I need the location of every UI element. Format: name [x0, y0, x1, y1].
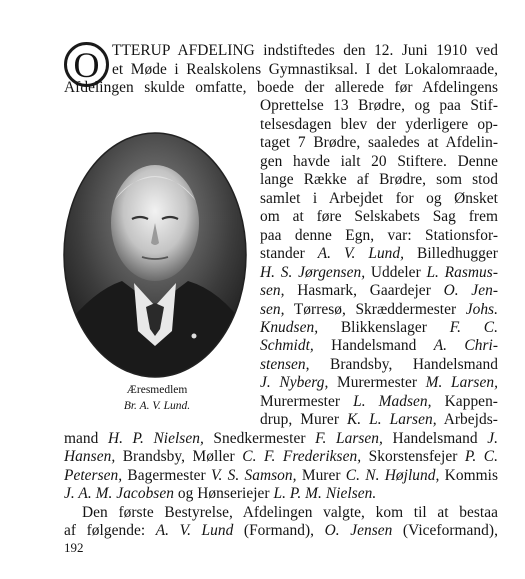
photo-caption-line: Æresmedlem: [126, 384, 188, 396]
italic-name: J. Nyberg,: [260, 374, 329, 392]
text-run: Murermester: [260, 392, 354, 410]
text-run: Hasmark, Gaardejer: [284, 282, 444, 299]
italic-name: H. S. Jørgensen,: [260, 263, 366, 281]
text-run: Skorstensfejer: [361, 448, 465, 466]
text-run: Handelsmand: [382, 429, 488, 447]
italic-name: Johs.: [465, 300, 498, 318]
italic-name: L. Rasmus-: [426, 263, 498, 281]
text-line: [260, 374, 498, 393]
italic-name: Schmidt,: [260, 337, 314, 355]
italic-name: Petersen,: [64, 466, 123, 484]
text-run: Billedhugger: [404, 245, 498, 263]
text-run: af følgende:: [64, 522, 156, 539]
italic-name: Knudsen,: [260, 318, 319, 336]
italic-name: C. N. Højlund,: [345, 466, 440, 484]
text-line: [64, 430, 498, 449]
text-run: Snedkermester: [203, 429, 316, 447]
italic-name: M. Larsen,: [425, 374, 498, 392]
italic-name: J. A. M. Jacobsen: [64, 485, 174, 503]
italic-name: H. P. Nielsen,: [107, 429, 204, 447]
text-line: TTERUP AFDELING indstiftedes den 12. Juni 1910 ved: [112, 42, 498, 59]
italic-name: Hansen,: [64, 448, 116, 466]
italic-name: O. Jen-: [443, 282, 498, 299]
text-run: (Formand),: [233, 522, 325, 539]
italic-name: F. C.: [449, 318, 498, 336]
text-line: [64, 522, 498, 541]
text-run: stander: [260, 245, 318, 263]
drop-cap-initial: O: [64, 42, 109, 87]
text-line: [260, 245, 498, 264]
text-line: Afdelingen skulde omfatte, boede der allerede før Afdelingens: [64, 78, 498, 96]
text-line: paa denne Egn, var: Stationsfor-: [260, 226, 498, 244]
text-run: Tørresø, Skræddermester: [284, 300, 466, 318]
page-number: 192: [64, 540, 84, 555]
text-run: Kommis: [439, 466, 498, 484]
italic-name: sen,: [260, 300, 285, 318]
italic-name: C. F. Frederiksen,: [242, 448, 362, 466]
italic-name: J.: [487, 429, 498, 447]
text-run: drup, Murer: [260, 411, 347, 429]
text-run: Handelsmand: [313, 337, 434, 355]
text-line: telsesdagen blev der yderligere op-: [260, 115, 498, 133]
text-line: [260, 356, 498, 375]
text-run: Bagermester: [122, 466, 211, 484]
photo-caption-line: Br. A. V. Lund.: [123, 400, 191, 412]
italic-name: sen,: [260, 282, 285, 299]
text-line: Oprettelse 13 Brødre, og paa Stif-: [260, 97, 498, 115]
italic-name: L. P. M. Nielsen.: [273, 485, 377, 503]
text-line: [260, 319, 498, 338]
italic-name: V. S. Samson,: [210, 466, 297, 484]
text-line: [64, 448, 498, 467]
text-run: Brandsby, Møller: [115, 448, 243, 466]
text-line: [260, 264, 498, 283]
italic-name: L. Madsen,: [353, 392, 432, 410]
text-run: (Viceformand),: [392, 522, 498, 539]
text-run: Den første Bestyrelse, Afdelingen valgte, kom til at bestaa: [82, 503, 498, 521]
text-line: [260, 393, 498, 412]
text-line: [64, 467, 498, 486]
text-line: samlet i Arbejdet for og Ønsket: [260, 189, 498, 207]
text-run: mand: [64, 429, 108, 447]
text-line: lange Række af Brødre, som stod: [260, 171, 498, 189]
italic-name: K. L. Larsen,: [346, 411, 437, 429]
italic-name: P. C.: [464, 448, 499, 466]
text-line: om at føre Selskabets Sag frem: [260, 208, 498, 226]
italic-name: A. V. Lund: [155, 522, 234, 539]
text-line: taget 7 Brødre, saaledes at Afdelin-: [260, 134, 498, 152]
italic-name: A. Chri-: [433, 337, 498, 355]
italic-name: A. V. Lund,: [317, 245, 405, 263]
text-line: [260, 301, 498, 320]
text-run: Brandsby, Handelsmand: [309, 355, 498, 373]
text-line: [260, 282, 498, 301]
text-line: gen havde ialt 20 Stiftere. Denne: [260, 152, 498, 170]
text-run: og Hønseriejer: [173, 485, 274, 503]
italic-name: O. Jensen: [324, 522, 393, 539]
text-run: Uddeler: [365, 263, 427, 281]
text-run: Kappen-: [431, 392, 498, 410]
text-line: [82, 504, 498, 523]
text-run: Arbejds-: [436, 411, 498, 429]
portrait-photo: [62, 131, 248, 379]
text-run: Blikkenslager: [318, 318, 450, 336]
text-line: et Møde i Realskolens Gymnastiksal. I det Lokalomraade,: [112, 60, 498, 78]
text-run: Murermester: [328, 374, 426, 392]
text-line: [260, 411, 498, 430]
text-run: Murer: [296, 466, 346, 484]
text-line: [260, 337, 498, 356]
italic-name: F. Larsen,: [315, 429, 383, 447]
italic-name: stensen,: [260, 355, 310, 373]
text-line: [64, 485, 498, 504]
